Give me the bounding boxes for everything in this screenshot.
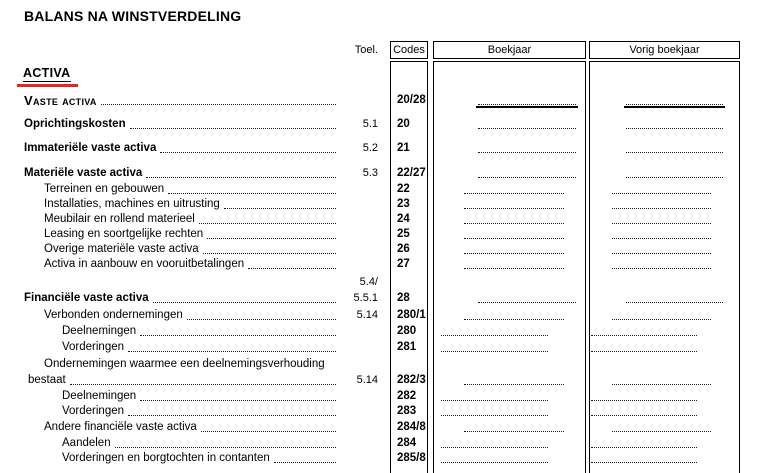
boekjaar-amount-field [433,307,586,323]
row-label-cell [44,181,337,197]
table-row [0,241,768,257]
total-rule [624,106,725,108]
row-label-cell [62,450,337,466]
vorig-boekjaar-amount-field [589,388,740,404]
boekjaar-amount-field [433,388,586,404]
vorig-boekjaar-amount-field [589,419,740,435]
toel-column-header: Toel. [354,44,378,56]
account-code: 21 [397,142,410,154]
account-code: 284 [397,437,417,449]
row-label: Meubilair en rollend materieel [44,213,195,225]
account-code: 284/8 [397,421,426,433]
table-row [0,116,768,132]
amount-entry-dots [464,208,564,209]
row-label: Leasing en soortgelijke rechten [44,228,204,240]
vorig-boekjaar-amount-field [589,140,740,156]
boekjaar-amount-field [433,116,586,132]
toel-reference: 5.1 [362,118,378,130]
row-label: Financiële vaste activa [24,292,149,304]
amount-entry-dots [478,152,576,153]
table-row [0,211,768,227]
amount-entry-dots [441,447,548,448]
toel-reference: 5.3 [362,167,378,179]
account-code: 23 [397,198,410,210]
row-label: Ondernemingen waarmee een deelnemingsverhouding [44,358,325,370]
amount-entry-dots [478,302,576,303]
row-label-cell [44,241,337,257]
row-label: Aandelen [62,437,111,449]
vorig-boekjaar-amount-field [589,92,740,108]
row-label: Materiële vaste activa [24,167,143,179]
row-label: Vorderingen [62,405,125,417]
boekjaar-amount-field [433,211,586,227]
table-row [0,372,768,388]
row-label: Deelnemingen [62,390,137,402]
row-label-cell [44,196,337,212]
amount-entry-dots [441,462,548,463]
amount-entry-dots [612,223,711,224]
row-label-cell [24,92,337,108]
amount-entry-dots [591,351,697,352]
dotted-leader [70,384,336,385]
account-code: 281 [397,341,417,353]
amount-entry-dots [626,152,723,153]
row-label-cell [24,274,337,290]
row-label: Terreinen en gebouwen [44,183,165,195]
row-label-cell [62,403,337,419]
account-code: 25 [397,228,410,240]
row-label-cell [28,372,337,388]
boekjaar-amount-field [433,241,586,257]
dotted-leader [128,415,336,416]
table-row [0,92,768,108]
amount-entry-dots [612,384,711,385]
table-row [0,435,768,451]
row-label-cell [44,307,337,323]
row-label: bestaat [28,374,66,386]
account-code: 280/1 [397,309,426,321]
row-label-cell [24,165,337,181]
vorig-boekjaar-amount-field [589,274,740,290]
boekjaar-amount-field [433,165,586,181]
row-label-cell [62,435,337,451]
amount-entry-dots [612,238,711,239]
amount-entry-dots [591,447,697,448]
row-label-cell [24,290,337,306]
row-label-cell [44,419,337,435]
vorig-boekjaar-amount-field [589,372,740,388]
dotted-leader [146,177,336,178]
boekjaar-amount-field [433,403,586,419]
account-code: 282/3 [397,374,426,386]
account-code: 280 [397,325,417,337]
amount-entry-dots [626,302,723,303]
dotted-leader [128,351,336,352]
boekjaar-header-label: Boekjaar [487,44,532,56]
codes-header-label: Codes [393,44,425,56]
row-label: Oprichtingskosten [24,118,126,130]
vorig-boekjaar-amount-field [589,339,740,355]
dotted-leader [224,208,336,209]
account-code: 26 [397,243,410,255]
dotted-leader [199,223,336,224]
table-row [0,256,768,272]
amount-entry-dots [612,253,711,254]
amount-entry-dots [464,223,564,224]
dotted-leader [140,400,336,401]
amount-entry-dots [464,193,564,194]
account-code: 20/28 [397,94,426,106]
table-row [0,450,768,466]
vorig-boekjaar-amount-field [589,196,740,212]
row-label: Installaties, machines en uitrusting [44,198,220,210]
row-label: Immateriële vaste activa [24,142,157,154]
account-code: 285/8 [397,452,426,464]
red-underline [17,84,78,87]
account-code: 283 [397,405,417,417]
row-label-cell [44,256,337,272]
toel-reference: 5.5.1 [353,292,378,304]
table-row [0,307,768,323]
toel-reference: 5.2 [362,142,378,154]
boekjaar-amount-field [433,92,586,108]
dotted-leader [201,431,336,432]
amount-entry-dots [626,104,723,105]
row-label: Verbonden ondernemingen [44,309,183,321]
section-heading-activa: ACTIVA [23,66,71,80]
amount-entry-dots [464,253,564,254]
dotted-leader [168,193,336,194]
boekjaar-amount-field [433,274,586,290]
boekjaar-amount-field [433,323,586,339]
boekjaar-column-header [433,41,586,59]
amount-entry-dots [464,238,564,239]
boekjaar-amount-field [433,290,586,306]
amount-entry-dots [626,177,723,178]
amount-entry-dots [612,208,711,209]
dotted-leader [153,302,336,303]
vorig-boekjaar-amount-field [589,226,740,242]
amount-entry-dots [591,335,697,336]
amount-entry-dots [464,384,564,385]
vorig-boekjaar-amount-field [589,450,740,466]
codes-column-header [390,41,428,59]
dotted-leader [274,462,336,463]
account-code: 22/27 [397,167,426,179]
vorig-boekjaar-amount-field [589,116,740,132]
total-rule [476,106,578,108]
table-row [0,403,768,419]
row-label: Activa in aanbouw en vooruitbetalingen [44,258,245,270]
boekjaar-amount-field [433,196,586,212]
row-label: Vorderingen en borgtochten in contanten [62,452,270,464]
table-row [0,419,768,435]
table-row [0,226,768,242]
table-row [0,323,768,339]
dotted-leader [207,238,336,239]
vorig-boekjaar-amount-field [589,435,740,451]
row-label-cell [44,211,337,227]
amount-entry-dots [591,400,697,401]
vorig-boekjaar-amount-field [589,211,740,227]
row-label: Vorderingen [62,341,125,353]
amount-entry-dots [626,128,723,129]
row-label-cell [44,356,337,372]
toel-reference: 5.14 [356,374,378,386]
amount-entry-dots [591,415,697,416]
row-label-cell [62,388,337,404]
vorig-boekjaar-amount-field [589,403,740,419]
vorig-boekjaar-amount-field [589,323,740,339]
vorig-boekjaar-amount-field [589,356,740,372]
table-row [0,290,768,306]
account-code: 22 [397,183,410,195]
boekjaar-amount-field [433,140,586,156]
table-row [0,140,768,156]
boekjaar-amount-field [433,256,586,272]
amount-entry-dots [441,335,548,336]
dotted-leader [160,152,336,153]
dotted-leader [130,128,336,129]
dotted-leader [203,253,336,254]
dotted-leader [187,319,336,320]
amount-entry-dots [441,415,548,416]
boekjaar-amount-field [433,339,586,355]
table-row [0,356,768,372]
table-row [0,165,768,181]
toel-reference: 5.14 [356,309,378,321]
vorig-boekjaar-amount-field [589,165,740,181]
row-label: Vaste activa [24,93,97,108]
vorig-boekjaar-amount-field [589,181,740,197]
amount-entry-dots [612,193,711,194]
row-label: Overige materiële vaste activa [44,243,199,255]
row-label-cell [24,140,337,156]
amount-entry-dots [612,431,711,432]
page-title: BALANS NA WINSTVERDELING [24,8,242,24]
row-label-cell [62,339,337,355]
amount-entry-dots [441,351,548,352]
row-label-cell [62,323,337,339]
boekjaar-amount-field [433,226,586,242]
amount-entry-dots [464,431,564,432]
amount-entry-dots [464,319,564,320]
account-code: 20 [397,118,410,130]
boekjaar-amount-field [433,419,586,435]
account-code: 24 [397,213,410,225]
vorig-boekjaar-amount-field [589,307,740,323]
vorig-boekjaar-amount-field [589,241,740,257]
boekjaar-amount-field [433,372,586,388]
amount-entry-dots [478,104,576,105]
amount-entry-dots [478,128,576,129]
row-label: Deelnemingen [62,325,137,337]
dotted-leader [115,447,336,448]
dotted-leader [248,268,336,269]
boekjaar-amount-field [433,356,586,372]
account-code: 282 [397,390,417,402]
row-label: Andere financiële vaste activa [44,421,197,433]
row-label-cell [24,116,337,132]
toel-reference: 5.4/ [359,276,378,288]
table-row [0,196,768,212]
amount-entry-dots [612,319,711,320]
amount-entry-dots [591,462,697,463]
amount-entry-dots [478,177,576,178]
boekjaar-amount-field [433,435,586,451]
vorig-boekjaar-header-label: Vorig boekjaar [629,44,700,56]
account-code: 27 [397,258,410,270]
amount-entry-dots [441,400,548,401]
table-row [0,181,768,197]
table-row [0,388,768,404]
vorig-boekjaar-column-header [589,41,740,59]
table-row [0,274,768,290]
account-code: 28 [397,292,410,304]
boekjaar-amount-field [433,181,586,197]
vorig-boekjaar-amount-field [589,290,740,306]
row-label-cell [44,226,337,242]
amount-entry-dots [464,268,564,269]
amount-entry-dots [612,268,711,269]
dotted-leader [101,104,336,105]
dotted-leader [140,335,336,336]
table-row [0,339,768,355]
boekjaar-amount-field [433,450,586,466]
vorig-boekjaar-amount-field [589,256,740,272]
